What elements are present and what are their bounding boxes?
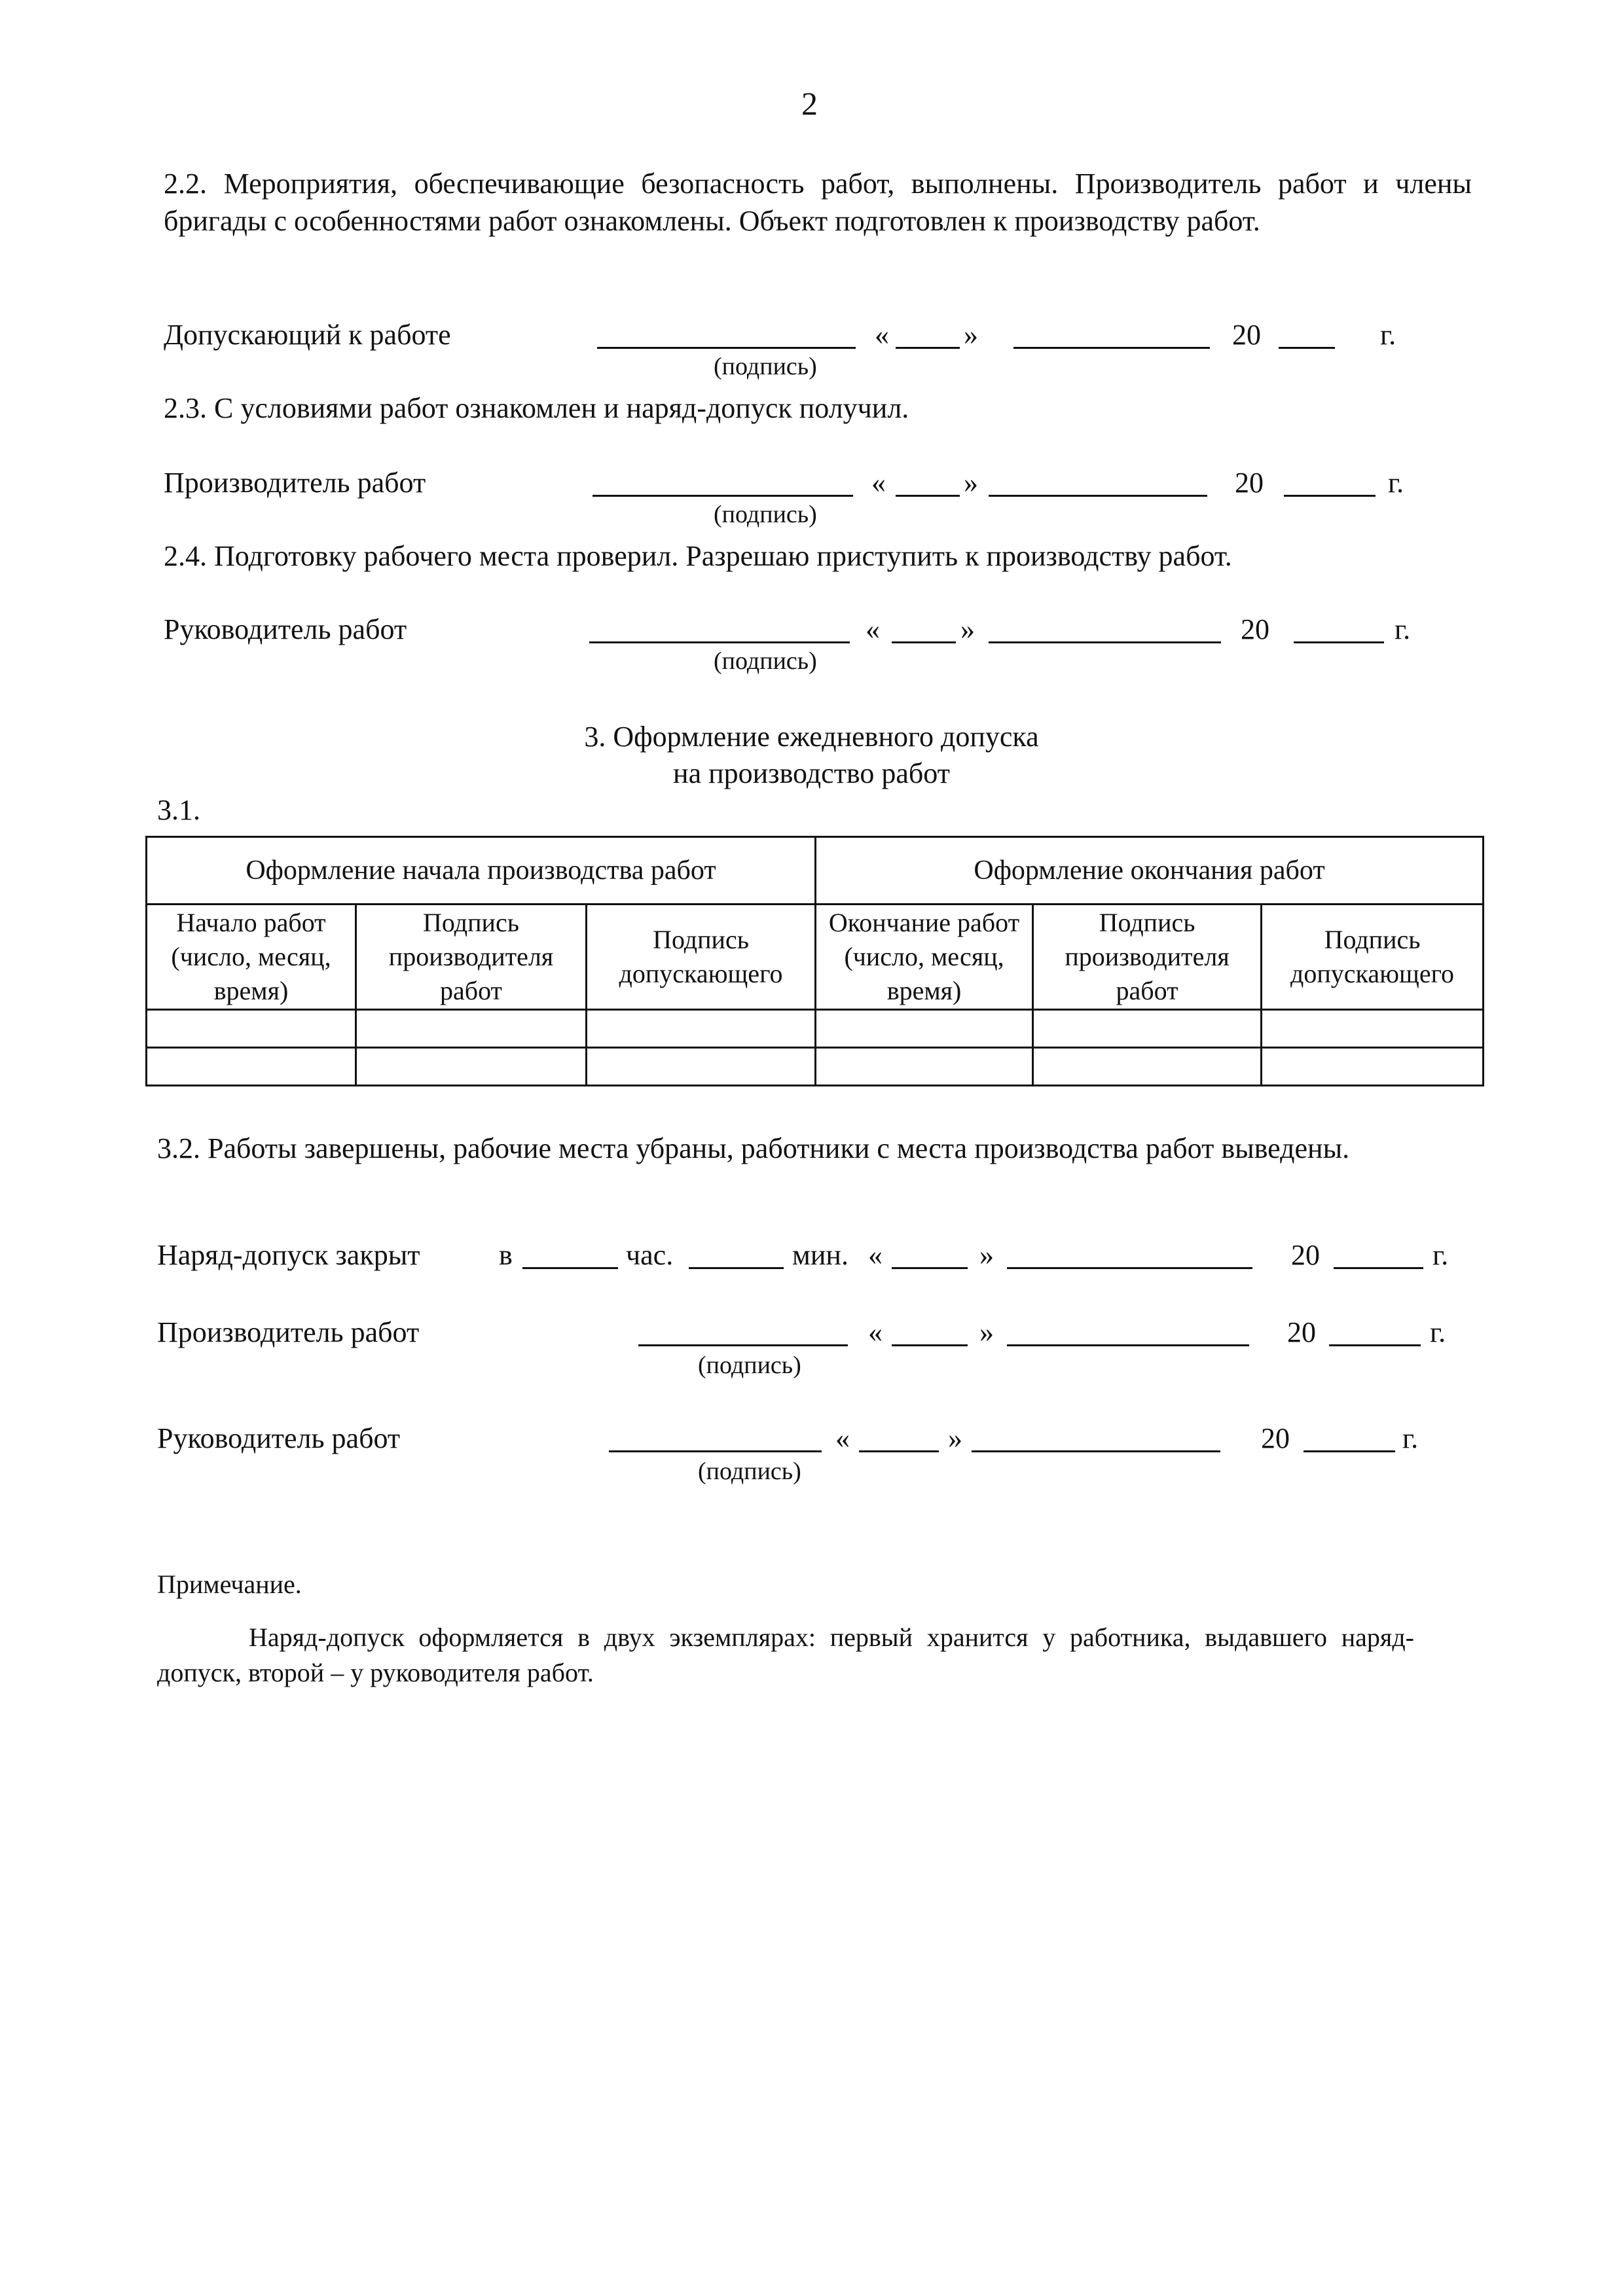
year-suffix: г. bbox=[1430, 1316, 1446, 1348]
open-quote: « bbox=[875, 319, 889, 351]
open-quote: « bbox=[866, 613, 880, 645]
sign-label: Руководитель работ bbox=[157, 1422, 401, 1454]
table-cell[interactable] bbox=[1262, 1048, 1484, 1086]
year-prefix: 20 bbox=[1241, 613, 1269, 645]
year-suffix: г. bbox=[1380, 319, 1396, 351]
month-field[interactable] bbox=[1007, 1267, 1252, 1269]
month-field[interactable] bbox=[972, 1450, 1220, 1452]
in-word: в bbox=[499, 1239, 513, 1271]
table-cell[interactable] bbox=[1033, 1010, 1262, 1048]
minutes-word: мин. bbox=[792, 1239, 848, 1271]
year-prefix: 20 bbox=[1232, 319, 1261, 351]
table-cell[interactable] bbox=[1262, 1010, 1484, 1048]
close-quote: » bbox=[960, 613, 975, 645]
sign-label: Производитель работ bbox=[164, 467, 426, 499]
day-field[interactable] bbox=[859, 1450, 939, 1452]
year-prefix: 20 bbox=[1291, 1239, 1320, 1271]
signature-field[interactable] bbox=[638, 1344, 848, 1346]
year-suffix: г. bbox=[1395, 613, 1411, 645]
open-quote: « bbox=[868, 1239, 883, 1271]
year-prefix: 20 bbox=[1261, 1422, 1290, 1454]
year-field[interactable] bbox=[1279, 347, 1335, 349]
table-cell[interactable] bbox=[816, 1048, 1033, 1086]
year-field[interactable] bbox=[1334, 1267, 1423, 1269]
signature-caption: (подпись) bbox=[698, 1352, 801, 1379]
signature-field[interactable] bbox=[589, 641, 850, 643]
column-header: Окончание работ (число, месяц, время) bbox=[816, 905, 1033, 1010]
hours-field[interactable] bbox=[522, 1267, 618, 1269]
column-header: Подпись производителя работ bbox=[356, 905, 587, 1010]
group-header-start: Оформление начала производства работ bbox=[147, 837, 816, 905]
close-quote: » bbox=[979, 1316, 994, 1348]
close-quote: » bbox=[964, 467, 978, 499]
table-cell[interactable] bbox=[587, 1010, 816, 1048]
year-suffix: г. bbox=[1402, 1422, 1419, 1454]
signature-field[interactable] bbox=[593, 495, 853, 497]
open-quote: « bbox=[868, 1316, 883, 1348]
signature-caption: (подпись) bbox=[714, 647, 817, 675]
year-prefix: 20 bbox=[1235, 467, 1264, 499]
note-text: Наряд-допуск оформляется в двух экземплярах: первый хранится у работника, выдавшего наряд-допуск, второй – у руководителя работ. bbox=[157, 1623, 1414, 1687]
signature-caption: (подпись) bbox=[714, 501, 817, 528]
month-field[interactable] bbox=[1013, 347, 1210, 349]
close-quote: » bbox=[979, 1239, 994, 1271]
table-cell[interactable] bbox=[587, 1048, 816, 1086]
day-field[interactable] bbox=[896, 495, 960, 497]
column-header: Подпись производителя работ bbox=[1033, 905, 1262, 1010]
sign-label: Допускающий к работе bbox=[164, 319, 451, 351]
year-field[interactable] bbox=[1284, 495, 1376, 497]
note-title: Примечание. bbox=[157, 1570, 302, 1599]
closed-label: Наряд-допуск закрыт bbox=[157, 1239, 420, 1271]
month-field[interactable] bbox=[989, 495, 1207, 497]
table-column-header-row bbox=[147, 905, 1484, 1010]
month-field[interactable] bbox=[989, 641, 1221, 643]
sign-label: Производитель работ bbox=[157, 1316, 420, 1348]
section-3-title-line2: на производство работ bbox=[673, 757, 950, 789]
section-3-2-text: 3.2. Работы завершены, рабочие места убраны, работники с места производства работ выведены. bbox=[157, 1132, 1350, 1164]
signature-caption: (подпись) bbox=[714, 353, 817, 380]
day-field[interactable] bbox=[892, 1267, 968, 1269]
day-field[interactable] bbox=[892, 641, 956, 643]
open-quote: « bbox=[835, 1422, 850, 1454]
subsection-3-1-label: 3.1. bbox=[157, 794, 200, 826]
hours-word: час. bbox=[626, 1239, 674, 1271]
section-3-title-line1: 3. Оформление ежедневного допуска bbox=[584, 721, 1039, 753]
table-group-header-row bbox=[147, 837, 1484, 905]
close-quote: » bbox=[964, 319, 978, 351]
table-cell[interactable] bbox=[147, 1048, 356, 1086]
year-suffix: г. bbox=[1388, 467, 1404, 499]
table-cell[interactable] bbox=[1033, 1048, 1262, 1086]
table-cell[interactable] bbox=[147, 1010, 356, 1048]
page-number: 2 bbox=[801, 85, 818, 122]
column-header: Подпись допускающего bbox=[1262, 905, 1484, 1010]
signature-caption: (подпись) bbox=[698, 1458, 801, 1485]
section-2-2-text: 2.2. Мероприятия, обеспечивающие безопасность работ, выполнены. Производитель работ и члены бригады с особенностями работ ознакомлены. Объект подготовлен к производству работ. bbox=[164, 168, 1472, 237]
close-quote: » bbox=[948, 1422, 962, 1454]
day-field[interactable] bbox=[892, 1344, 968, 1346]
year-prefix: 20 bbox=[1287, 1316, 1316, 1348]
table-cell[interactable] bbox=[816, 1010, 1033, 1048]
section-2-3-text: 2.3. С условиями работ ознакомлен и наряд-допуск получил. bbox=[164, 392, 909, 424]
signature-field[interactable] bbox=[597, 347, 856, 349]
sign-label: Руководитель работ bbox=[164, 613, 407, 645]
section-2-4-text: 2.4. Подготовку рабочего места проверил. Разрешаю приступить к производству работ. bbox=[164, 540, 1232, 572]
open-quote: « bbox=[871, 467, 886, 499]
table-cell[interactable] bbox=[356, 1048, 587, 1086]
group-header-end: Оформление окончания работ bbox=[816, 837, 1484, 905]
year-suffix: г. bbox=[1432, 1239, 1449, 1271]
column-header: Начало работ (число, месяц, время) bbox=[147, 905, 356, 1010]
signature-field[interactable] bbox=[609, 1450, 822, 1452]
minutes-field[interactable] bbox=[689, 1267, 784, 1269]
month-field[interactable] bbox=[1007, 1344, 1249, 1346]
table-row bbox=[147, 1010, 1484, 1048]
day-field[interactable] bbox=[896, 347, 960, 349]
column-header: Подпись допускающего bbox=[587, 905, 816, 1010]
year-field[interactable] bbox=[1329, 1344, 1421, 1346]
daily-permit-table bbox=[145, 836, 1484, 1086]
year-field[interactable] bbox=[1304, 1450, 1395, 1452]
year-field[interactable] bbox=[1294, 641, 1384, 643]
table-cell[interactable] bbox=[356, 1010, 587, 1048]
table-row bbox=[147, 1048, 1484, 1086]
